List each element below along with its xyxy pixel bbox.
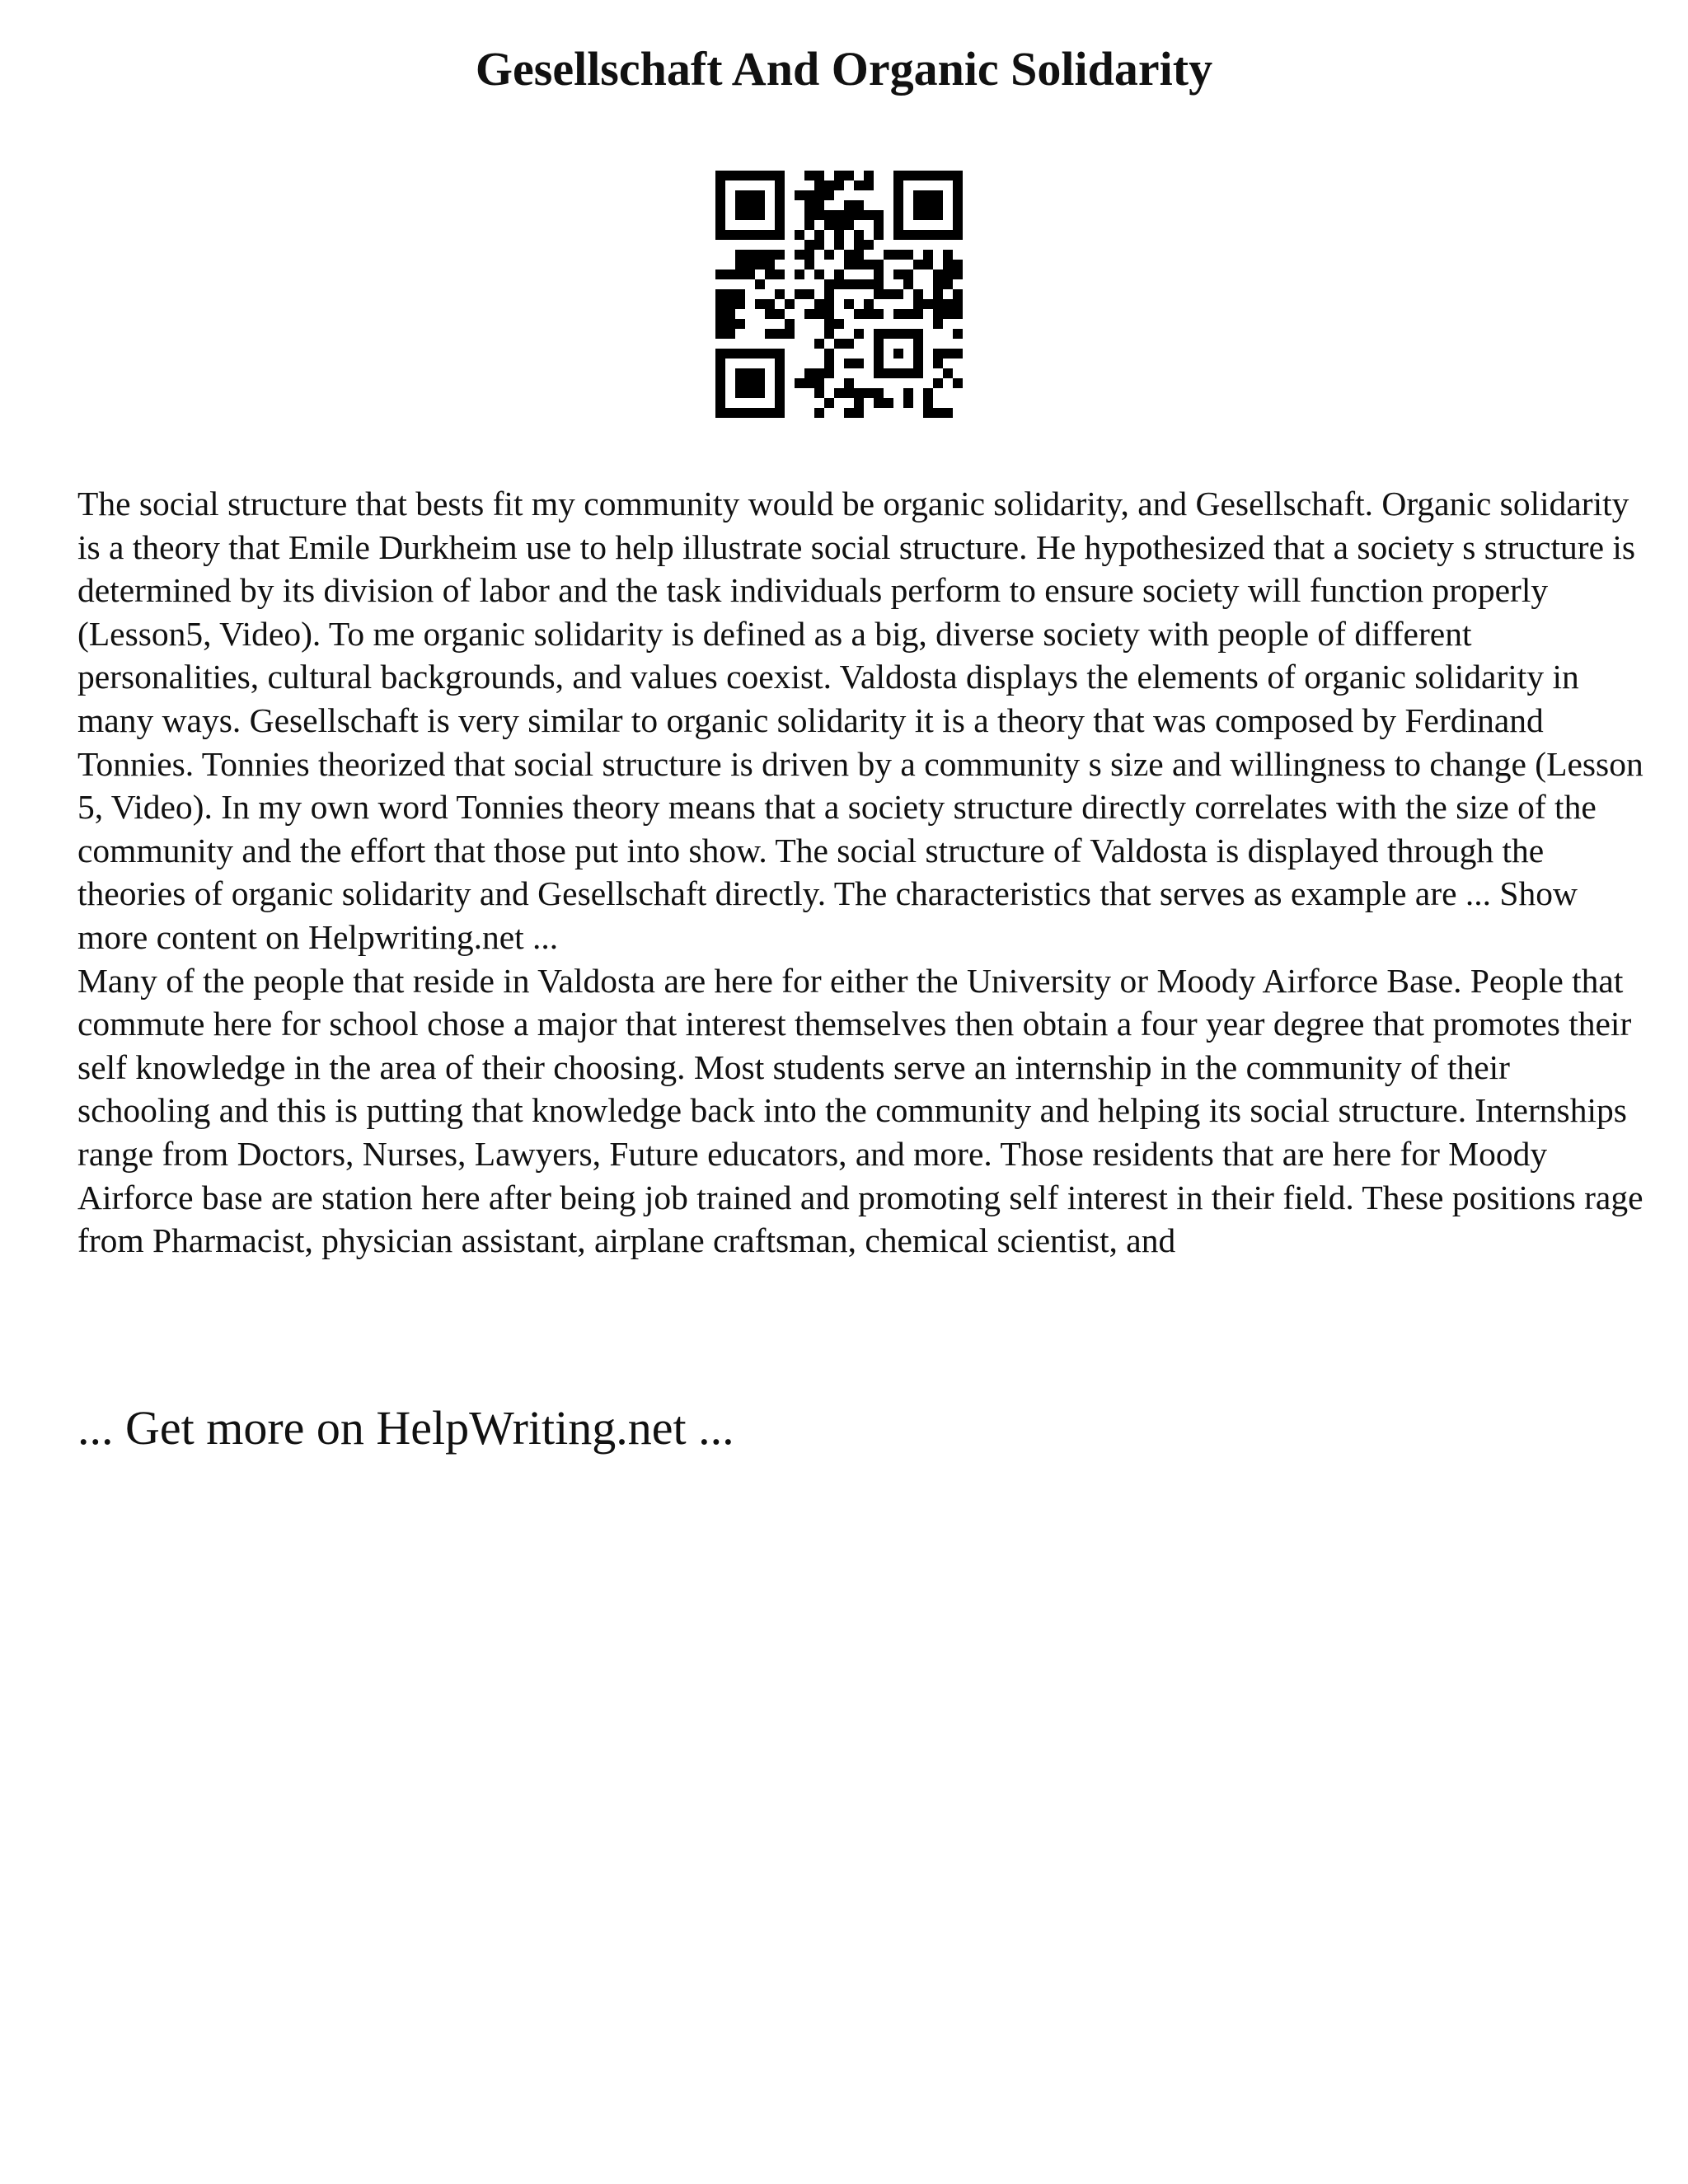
paragraph-2: Many of the people that reside in Valdosta are here for either the University or Moody Airforce Base. People that commute here for school chose a major that interest themselves then obtain a four year degree that promotes their self knowledge in the area of their choosing. Most students serve an internship in the community of their schooling and this is putting that knowledge back into the community and helping its social structure. Internships range from Doctors, Nurses, Lawyers, Future educators, and more. Those residents that are here for Moody Airforce base are station here after being job trained and promoting self interest in their field. These positions rage from Pharmacist, physician assistant, airplane craftsman, chemical scientist, and [77,961,1643,1260]
page-title: Gesellschaft And Organic Solidarity [475,42,1213,96]
paragraph-1: The social structure that bests fit my community would be organic solidarity, and Gesellschaft. Organic solidarity is a theory that Emile Durkheim use to help illustrate social structure. He hypothesized that a society s structure is determined by its division of labor and the task individuals perform to ensure society will function properly (Lesson5, Video). To me organic solidarity is defined as a big, diverse society with people of different personalities, cultural backgrounds, and values coexist. Valdosta displays the elements of organic solidarity in many ways. Gesellschaft is very similar to organic solidarity it is a theory that was composed by Ferdinand Tonnies. Tonnies theorized that social structure is driven by a community s size and willingness to change (Lesson 5, Video). In my own word Tonnies theory means that a society structure directly correlates with the size of the community and the effort that those put into show. The social structure of Valdosta is displayed through the theories of organic solidarity and Gesellschaft directly. The characteristics that serves as example are ... Show more content on Helpwriting.net ... [77,485,1643,956]
qr-code-icon [715,171,963,418]
article-body [77,482,1643,1263]
get-more-link[interactable]: ... Get more on HelpWriting.net ... [77,1401,734,1455]
